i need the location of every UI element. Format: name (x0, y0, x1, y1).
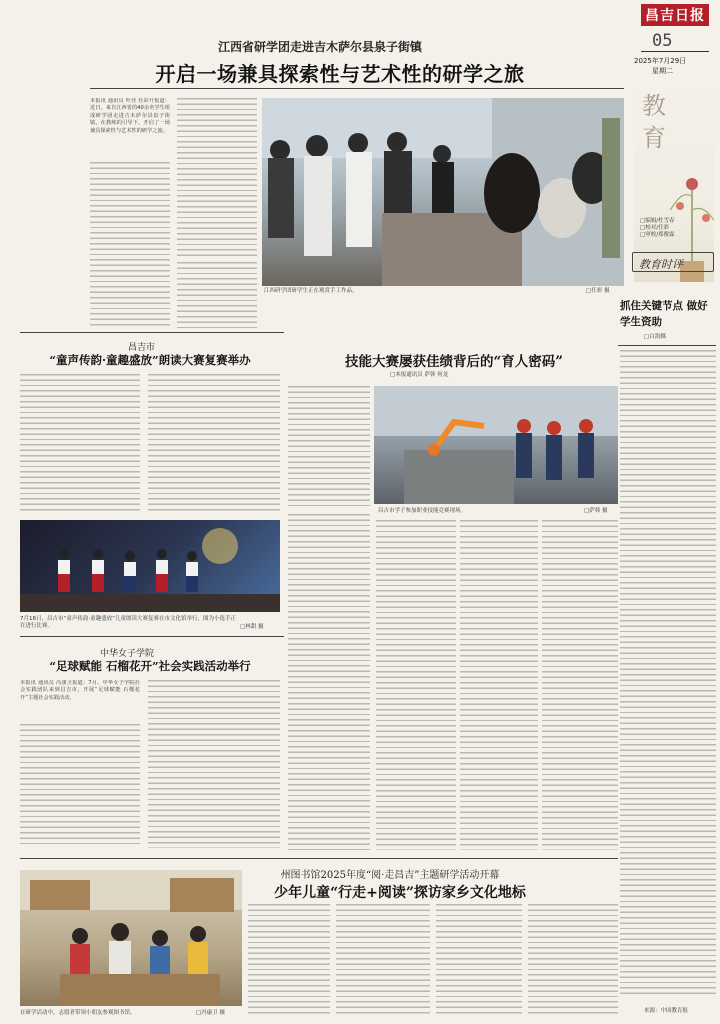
skills-story-photo-caption: 昌吉市学子参加职业技能竞赛现场。 (378, 508, 467, 514)
football-story-dateline: 中华女子学院 (100, 649, 155, 659)
reading-story-dateline: 昌吉市 (128, 343, 156, 353)
football-story-headline: “足球赋能 石榴花开”社会实践活动举行 (49, 659, 251, 673)
skills-story-photo (374, 386, 618, 504)
library-story-column-3 (436, 904, 522, 1016)
top-story-lead: 本报讯 通讯员 叶佳 任彩升报道：近日，来自江西省的40余名学生组成研学团走进吉木萨尔县泉子街镇，在教练的引导下，开启了一场兼具探索性与艺术性的研学之旅。 (90, 98, 170, 134)
top-story-rule (90, 88, 624, 89)
skills-story-column-3 (376, 520, 456, 850)
library-story-headline: 少年儿童“行走+阅读”探访家乡文化地标 (274, 885, 526, 901)
section-divider-2 (20, 636, 284, 637)
reading-story-photo-caption: 7月18日，昌吉市“童声传韵·童趣盛放”儿童朗读大赛复赛在市文化馆举行，图为小选手正在进行比赛。 (20, 616, 236, 629)
weekday: 星期二 (652, 67, 673, 75)
library-story-column-4 (528, 904, 618, 1016)
football-story-lead: 本报讯 通讯员 冯康卫报道：7月，中华女子学院社会实践团队来到昌吉市，开展“足球赋能 石榴花开”主题社会实践活动。 (20, 680, 140, 701)
editor-credits (640, 218, 700, 239)
commentary-rule (618, 345, 716, 346)
page-number: 05 (652, 31, 673, 51)
library-story-kicker: 州图书馆2025年度“阅·走昌吉”主题研学活动开幕 (280, 870, 500, 881)
skills-story-column-2 (288, 514, 370, 850)
reading-story-column-1 (20, 374, 140, 514)
top-story-column-2 (177, 98, 257, 258)
library-story-photo (20, 870, 242, 1006)
commentary-author: □白凯娜 (644, 334, 666, 340)
top-story-column-3 (177, 262, 257, 328)
section-divider-3 (20, 858, 618, 859)
editor-credit: □编辑/杜雪春 (640, 218, 675, 224)
commentary-body (620, 350, 716, 998)
proofreader-credit: □校对/任彩 (640, 225, 670, 231)
top-story-headline: 开启一场兼具探索性与艺术性的研学之旅 (155, 62, 525, 86)
skills-story-photo-credit: □萨韩 摄 (584, 508, 608, 514)
students-robot-arm-illustration (374, 386, 618, 504)
top-story-photo-credit: □任彩 摄 (586, 288, 610, 294)
commentary-tag (632, 252, 714, 272)
top-story-photo-caption: 江西研学团研学生正在观赏手工作品。 (264, 288, 358, 294)
top-story-photo (262, 98, 624, 286)
children-on-stage-illustration (20, 520, 280, 612)
reading-story-headline: “童声传韵·童趣盛放”朗读大赛复赛举办 (49, 353, 251, 367)
football-story-column-1 (20, 724, 140, 848)
top-story-column-1 (90, 162, 170, 328)
reading-story-photo (20, 520, 280, 612)
football-story-column-2 (148, 680, 280, 848)
reading-story-column-2 (148, 374, 280, 514)
reading-story-photo-credit: □林甜 摄 (240, 624, 264, 630)
library-story-photo-credit: □冯康卫 摄 (196, 1010, 225, 1016)
library-story-photo-caption: 在研学活动中，志愿者带领小朋友参观图书馆。 (20, 1010, 136, 1016)
date: 2025年7月29日 (634, 57, 687, 65)
paper-name: 昌吉日报 (645, 8, 705, 24)
library-story-column-1 (248, 904, 330, 1016)
children-in-library-illustration (20, 870, 242, 1006)
skills-story-column-1 (288, 386, 370, 508)
library-story-column-2 (336, 904, 430, 1016)
skills-story-column-4 (460, 520, 538, 850)
skills-story-byline: □本报通讯员 萨韩 何龙 (390, 372, 449, 378)
students-exhibit-illustration (262, 98, 624, 286)
section-title: 教育 (642, 92, 666, 152)
skills-story-column-5 (542, 520, 618, 850)
footer-source: 来源：中国教育报 (644, 1008, 689, 1014)
top-story-kicker: 江西省研学团走进吉木萨尔县泉子街镇 (217, 40, 422, 54)
section-divider-1 (20, 332, 284, 333)
reviewer-credit: □审校/郑俊霖 (640, 232, 675, 238)
skills-story-headline: 技能大赛屡获佳绩背后的“育人密码” (344, 354, 564, 370)
commentary-title: 抓住关键节点 做好学生资助 (620, 300, 708, 328)
commentary-tag-label: 教育时评 (639, 258, 683, 271)
